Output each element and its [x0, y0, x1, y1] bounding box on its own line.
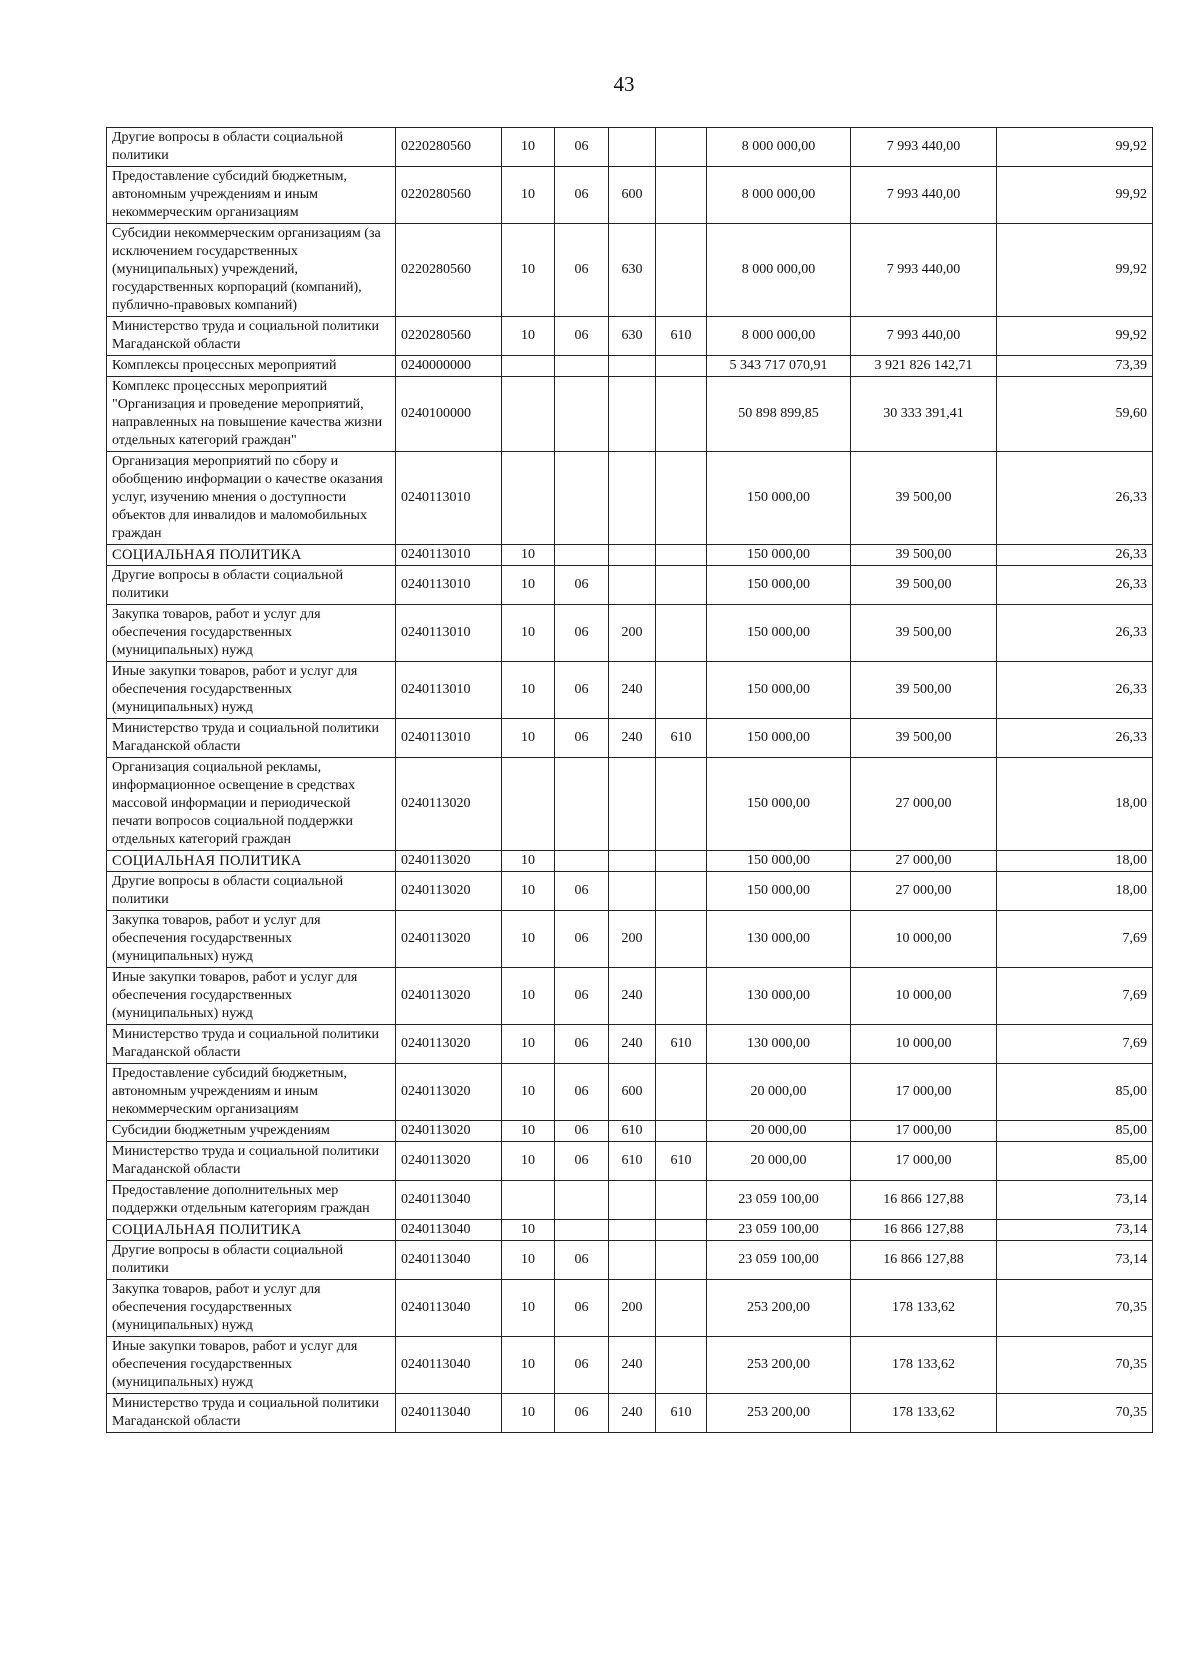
- planned-amount: 8 000 000,00: [707, 167, 851, 224]
- section-code: 10: [502, 1142, 555, 1181]
- section-code: 10: [502, 1121, 555, 1142]
- planned-amount: 253 200,00: [707, 1337, 851, 1394]
- actual-amount: 178 133,62: [851, 1394, 997, 1433]
- expense-type-code: [609, 1220, 656, 1241]
- expense-type-code: 240: [609, 1337, 656, 1394]
- target-code: 0220280560: [396, 224, 502, 317]
- table-row: [107, 377, 1153, 452]
- target-code: 0220280560: [396, 167, 502, 224]
- table-row: [107, 872, 1153, 911]
- section-code: 10: [502, 851, 555, 872]
- actual-amount: 7 993 440,00: [851, 128, 997, 167]
- table-row: [107, 1280, 1153, 1337]
- row-name: Другие вопросы в области социальной политики: [107, 872, 396, 911]
- row-name: Министерство труда и социальной политики Магаданской области: [107, 719, 396, 758]
- table-row: [107, 167, 1153, 224]
- table-row: [107, 1121, 1153, 1142]
- actual-amount: 10 000,00: [851, 968, 997, 1025]
- target-code: 0240113010: [396, 719, 502, 758]
- row-name: Иные закупки товаров, работ и услуг для обеспечения государственных (муниципальных) нужд: [107, 662, 396, 719]
- grbs-code: [656, 872, 707, 911]
- row-name: Другие вопросы в области социальной политики: [107, 1241, 396, 1280]
- section-code: 10: [502, 1064, 555, 1121]
- table-row: [107, 605, 1153, 662]
- section-code: [502, 377, 555, 452]
- section-code: 10: [502, 545, 555, 566]
- subsection-code: [555, 1181, 609, 1220]
- section-code: 10: [502, 224, 555, 317]
- section-code: 10: [502, 605, 555, 662]
- subsection-code: [555, 356, 609, 377]
- subsection-code: 06: [555, 1280, 609, 1337]
- target-code: 0240113040: [396, 1241, 502, 1280]
- expense-type-code: [609, 1241, 656, 1280]
- actual-amount: 10 000,00: [851, 911, 997, 968]
- section-code: 10: [502, 1280, 555, 1337]
- execution-percent: 73,39: [997, 356, 1153, 377]
- grbs-code: [656, 605, 707, 662]
- grbs-code: [656, 128, 707, 167]
- subsection-code: 06: [555, 872, 609, 911]
- grbs-code: [656, 1064, 707, 1121]
- subsection-code: 06: [555, 1121, 609, 1142]
- planned-amount: 150 000,00: [707, 758, 851, 851]
- actual-amount: 17 000,00: [851, 1142, 997, 1181]
- planned-amount: 253 200,00: [707, 1280, 851, 1337]
- execution-percent: 26,33: [997, 545, 1153, 566]
- expense-type-code: 610: [609, 1142, 656, 1181]
- section-code: 10: [502, 1220, 555, 1241]
- actual-amount: 30 333 391,41: [851, 377, 997, 452]
- row-name: Субсидии бюджетным учреждениям: [107, 1121, 396, 1142]
- grbs-code: [656, 1181, 707, 1220]
- planned-amount: 8 000 000,00: [707, 317, 851, 356]
- target-code: 0240113010: [396, 566, 502, 605]
- section-code: [502, 758, 555, 851]
- row-name: Комплекс процессных мероприятий "Организация и проведение мероприятий, направленных на повышение качества жизни отдельных категорий граждан": [107, 377, 396, 452]
- section-code: 10: [502, 167, 555, 224]
- expense-type-code: 240: [609, 1394, 656, 1433]
- subsection-code: 06: [555, 167, 609, 224]
- execution-percent: 18,00: [997, 872, 1153, 911]
- table-row: [107, 1241, 1153, 1280]
- table-row: [107, 452, 1153, 545]
- actual-amount: 39 500,00: [851, 452, 997, 545]
- planned-amount: 20 000,00: [707, 1121, 851, 1142]
- expense-type-code: 630: [609, 317, 656, 356]
- expense-type-code: 200: [609, 605, 656, 662]
- target-code: 0240113020: [396, 968, 502, 1025]
- execution-percent: 26,33: [997, 566, 1153, 605]
- grbs-code: [656, 452, 707, 545]
- expense-type-code: 600: [609, 1064, 656, 1121]
- execution-percent: 26,33: [997, 719, 1153, 758]
- table-row: [107, 1025, 1153, 1064]
- actual-amount: 3 921 826 142,71: [851, 356, 997, 377]
- execution-percent: 85,00: [997, 1064, 1153, 1121]
- subsection-code: 06: [555, 719, 609, 758]
- expense-type-code: 200: [609, 1280, 656, 1337]
- section-code: 10: [502, 968, 555, 1025]
- grbs-code: [656, 968, 707, 1025]
- row-name: Закупка товаров, работ и услуг для обеспечения государственных (муниципальных) нужд: [107, 605, 396, 662]
- table-row: [107, 356, 1153, 377]
- planned-amount: 130 000,00: [707, 968, 851, 1025]
- planned-amount: 150 000,00: [707, 566, 851, 605]
- section-code: 10: [502, 566, 555, 605]
- actual-amount: 10 000,00: [851, 1025, 997, 1064]
- actual-amount: 27 000,00: [851, 758, 997, 851]
- expense-type-code: [609, 566, 656, 605]
- grbs-code: [656, 377, 707, 452]
- planned-amount: 23 059 100,00: [707, 1181, 851, 1220]
- section-code: 10: [502, 317, 555, 356]
- expense-type-code: 240: [609, 719, 656, 758]
- row-name: Предоставление дополнительных мер поддержки отдельным категориям граждан: [107, 1181, 396, 1220]
- expense-type-code: 630: [609, 224, 656, 317]
- actual-amount: 39 500,00: [851, 605, 997, 662]
- table-row: [107, 758, 1153, 851]
- grbs-code: [656, 356, 707, 377]
- grbs-code: [656, 224, 707, 317]
- expense-type-code: [609, 872, 656, 911]
- target-code: 0240113010: [396, 605, 502, 662]
- table-row: [107, 968, 1153, 1025]
- target-code: 0240100000: [396, 377, 502, 452]
- planned-amount: 5 343 717 070,91: [707, 356, 851, 377]
- table-row: [107, 545, 1153, 566]
- expense-type-code: [609, 128, 656, 167]
- actual-amount: 39 500,00: [851, 719, 997, 758]
- subsection-code: 06: [555, 1337, 609, 1394]
- planned-amount: 130 000,00: [707, 1025, 851, 1064]
- grbs-code: [656, 662, 707, 719]
- table-row: [107, 1394, 1153, 1433]
- execution-percent: 99,92: [997, 317, 1153, 356]
- execution-percent: 18,00: [997, 758, 1153, 851]
- target-code: 0220280560: [396, 317, 502, 356]
- table-row: [107, 1220, 1153, 1241]
- target-code: 0240113020: [396, 758, 502, 851]
- row-name: Закупка товаров, работ и услуг для обеспечения государственных (муниципальных) нужд: [107, 1280, 396, 1337]
- section-code: 10: [502, 1025, 555, 1064]
- row-name: СОЦИАЛЬНАЯ ПОЛИТИКА: [107, 851, 396, 872]
- actual-amount: 7 993 440,00: [851, 167, 997, 224]
- row-name: СОЦИАЛЬНАЯ ПОЛИТИКА: [107, 1220, 396, 1241]
- execution-percent: 70,35: [997, 1394, 1153, 1433]
- subsection-code: 06: [555, 1142, 609, 1181]
- planned-amount: 20 000,00: [707, 1064, 851, 1121]
- expense-type-code: 240: [609, 662, 656, 719]
- grbs-code: 610: [656, 1394, 707, 1433]
- target-code: 0240113040: [396, 1337, 502, 1394]
- subsection-code: 06: [555, 662, 609, 719]
- grbs-code: [656, 545, 707, 566]
- subsection-code: 06: [555, 224, 609, 317]
- planned-amount: 150 000,00: [707, 662, 851, 719]
- target-code: 0240113020: [396, 1121, 502, 1142]
- section-code: 10: [502, 1241, 555, 1280]
- target-code: 0240113010: [396, 545, 502, 566]
- subsection-code: [555, 377, 609, 452]
- grbs-code: [656, 1280, 707, 1337]
- grbs-code: 610: [656, 719, 707, 758]
- planned-amount: 23 059 100,00: [707, 1220, 851, 1241]
- planned-amount: 150 000,00: [707, 851, 851, 872]
- section-code: [502, 452, 555, 545]
- planned-amount: 150 000,00: [707, 605, 851, 662]
- target-code: 0240113020: [396, 872, 502, 911]
- actual-amount: 39 500,00: [851, 566, 997, 605]
- subsection-code: 06: [555, 968, 609, 1025]
- execution-percent: 7,69: [997, 911, 1153, 968]
- planned-amount: 8 000 000,00: [707, 128, 851, 167]
- target-code: 0240113020: [396, 911, 502, 968]
- target-code: 0240000000: [396, 356, 502, 377]
- subsection-code: 06: [555, 605, 609, 662]
- target-code: 0240113040: [396, 1220, 502, 1241]
- table-row: [107, 851, 1153, 872]
- target-code: 0240113020: [396, 851, 502, 872]
- grbs-code: [656, 1337, 707, 1394]
- target-code: 0240113020: [396, 1142, 502, 1181]
- execution-percent: 73,14: [997, 1241, 1153, 1280]
- table-row: [107, 128, 1153, 167]
- grbs-code: [656, 1121, 707, 1142]
- expense-type-code: [609, 356, 656, 377]
- subsection-code: 06: [555, 1394, 609, 1433]
- execution-percent: 99,92: [997, 167, 1153, 224]
- expense-type-code: 240: [609, 968, 656, 1025]
- execution-percent: 26,33: [997, 452, 1153, 545]
- execution-percent: 26,33: [997, 662, 1153, 719]
- subsection-code: 06: [555, 1241, 609, 1280]
- row-name: Комплексы процессных мероприятий: [107, 356, 396, 377]
- execution-percent: 70,35: [997, 1280, 1153, 1337]
- table-row: [107, 317, 1153, 356]
- execution-percent: 85,00: [997, 1121, 1153, 1142]
- subsection-code: [555, 758, 609, 851]
- grbs-code: [656, 1220, 707, 1241]
- actual-amount: 178 133,62: [851, 1337, 997, 1394]
- execution-percent: 59,60: [997, 377, 1153, 452]
- grbs-code: [656, 758, 707, 851]
- section-code: 10: [502, 128, 555, 167]
- subsection-code: 06: [555, 317, 609, 356]
- expense-type-code: [609, 851, 656, 872]
- actual-amount: 16 866 127,88: [851, 1181, 997, 1220]
- planned-amount: 150 000,00: [707, 719, 851, 758]
- subsection-code: [555, 545, 609, 566]
- section-code: 10: [502, 719, 555, 758]
- grbs-code: 610: [656, 1025, 707, 1064]
- subsection-code: 06: [555, 1025, 609, 1064]
- target-code: 0240113040: [396, 1280, 502, 1337]
- target-code: 0240113040: [396, 1181, 502, 1220]
- section-code: 10: [502, 662, 555, 719]
- grbs-code: 610: [656, 1142, 707, 1181]
- target-code: 0240113040: [396, 1394, 502, 1433]
- row-name: Министерство труда и социальной политики Магаданской области: [107, 1142, 396, 1181]
- execution-percent: 85,00: [997, 1142, 1153, 1181]
- grbs-code: [656, 566, 707, 605]
- row-name: Организация мероприятий по сбору и обобщению информации о качестве оказания услуг, изучению мнения о доступности объектов для инвалидов и маломобильных граждан: [107, 452, 396, 545]
- subsection-code: 06: [555, 128, 609, 167]
- row-name: СОЦИАЛЬНАЯ ПОЛИТИКА: [107, 545, 396, 566]
- actual-amount: 7 993 440,00: [851, 224, 997, 317]
- page-number: 43: [613, 72, 635, 96]
- actual-amount: 27 000,00: [851, 851, 997, 872]
- section-code: 10: [502, 872, 555, 911]
- actual-amount: 17 000,00: [851, 1064, 997, 1121]
- grbs-code: [656, 911, 707, 968]
- section-code: [502, 356, 555, 377]
- row-name: Субсидии некоммерческим организациям (за исключением государственных (муниципальных) учреждений, государственных корпораций (компаний), публично-правовых компаний): [107, 224, 396, 317]
- grbs-code: [656, 167, 707, 224]
- row-name: Министерство труда и социальной политики Магаданской области: [107, 1025, 396, 1064]
- expense-type-code: 240: [609, 1025, 656, 1064]
- row-name: Предоставление субсидий бюджетным, автономным учреждениям и иным некоммерческим организациям: [107, 167, 396, 224]
- execution-percent: 99,92: [997, 224, 1153, 317]
- section-code: 10: [502, 911, 555, 968]
- planned-amount: 50 898 899,85: [707, 377, 851, 452]
- subsection-code: 06: [555, 1064, 609, 1121]
- grbs-code: [656, 851, 707, 872]
- table-row: [107, 1337, 1153, 1394]
- expense-type-code: 200: [609, 911, 656, 968]
- planned-amount: 23 059 100,00: [707, 1241, 851, 1280]
- expense-type-code: [609, 1181, 656, 1220]
- execution-percent: 7,69: [997, 968, 1153, 1025]
- execution-percent: 73,14: [997, 1181, 1153, 1220]
- actual-amount: 178 133,62: [851, 1280, 997, 1337]
- planned-amount: 150 000,00: [707, 545, 851, 566]
- grbs-code: 610: [656, 317, 707, 356]
- expense-type-code: [609, 758, 656, 851]
- row-name: Министерство труда и социальной политики Магаданской области: [107, 317, 396, 356]
- table-row: [107, 1142, 1153, 1181]
- planned-amount: 8 000 000,00: [707, 224, 851, 317]
- row-name: Иные закупки товаров, работ и услуг для обеспечения государственных (муниципальных) нужд: [107, 968, 396, 1025]
- planned-amount: 150 000,00: [707, 872, 851, 911]
- row-name: Иные закупки товаров, работ и услуг для обеспечения государственных (муниципальных) нужд: [107, 1337, 396, 1394]
- actual-amount: 39 500,00: [851, 545, 997, 566]
- expense-type-code: [609, 452, 656, 545]
- table-row: [107, 662, 1153, 719]
- section-code: 10: [502, 1394, 555, 1433]
- expense-type-code: 610: [609, 1121, 656, 1142]
- target-code: 0240113010: [396, 662, 502, 719]
- section-code: 10: [502, 1337, 555, 1394]
- execution-percent: 70,35: [997, 1337, 1153, 1394]
- target-code: 0220280560: [396, 128, 502, 167]
- table-row: [107, 1181, 1153, 1220]
- subsection-code: [555, 851, 609, 872]
- row-name: Предоставление субсидий бюджетным, автономным учреждениям и иным некоммерческим организациям: [107, 1064, 396, 1121]
- target-code: 0240113010: [396, 452, 502, 545]
- planned-amount: 20 000,00: [707, 1142, 851, 1181]
- subsection-code: 06: [555, 566, 609, 605]
- subsection-code: [555, 452, 609, 545]
- planned-amount: 253 200,00: [707, 1394, 851, 1433]
- table-row: [107, 224, 1153, 317]
- actual-amount: 16 866 127,88: [851, 1220, 997, 1241]
- actual-amount: 27 000,00: [851, 872, 997, 911]
- actual-amount: 39 500,00: [851, 662, 997, 719]
- target-code: 0240113020: [396, 1025, 502, 1064]
- actual-amount: 17 000,00: [851, 1121, 997, 1142]
- expense-type-code: [609, 545, 656, 566]
- planned-amount: 150 000,00: [707, 452, 851, 545]
- subsection-code: 06: [555, 911, 609, 968]
- execution-percent: 99,92: [997, 128, 1153, 167]
- row-name: Министерство труда и социальной политики Магаданской области: [107, 1394, 396, 1433]
- row-name: Другие вопросы в области социальной политики: [107, 128, 396, 167]
- row-name: Закупка товаров, работ и услуг для обеспечения государственных (муниципальных) нужд: [107, 911, 396, 968]
- actual-amount: 7 993 440,00: [851, 317, 997, 356]
- grbs-code: [656, 1241, 707, 1280]
- row-name: Другие вопросы в области социальной политики: [107, 566, 396, 605]
- table-row: [107, 1064, 1153, 1121]
- table-row: [107, 719, 1153, 758]
- section-code: [502, 1181, 555, 1220]
- execution-percent: 26,33: [997, 605, 1153, 662]
- target-code: 0240113020: [396, 1064, 502, 1121]
- execution-percent: 7,69: [997, 1025, 1153, 1064]
- execution-percent: 73,14: [997, 1220, 1153, 1241]
- table-row: [107, 911, 1153, 968]
- table-row: [107, 566, 1153, 605]
- subsection-code: [555, 1220, 609, 1241]
- execution-percent: 18,00: [997, 851, 1153, 872]
- expense-type-code: 600: [609, 167, 656, 224]
- expense-type-code: [609, 377, 656, 452]
- budget-table: [106, 127, 1153, 1433]
- row-name: Организация социальной рекламы, информационное освещение в средствах массовой информации и периодической печати вопросов социальной поддержки отдельных категорий граждан: [107, 758, 396, 851]
- actual-amount: 16 866 127,88: [851, 1241, 997, 1280]
- planned-amount: 130 000,00: [707, 911, 851, 968]
- table-body: [107, 128, 1153, 1433]
